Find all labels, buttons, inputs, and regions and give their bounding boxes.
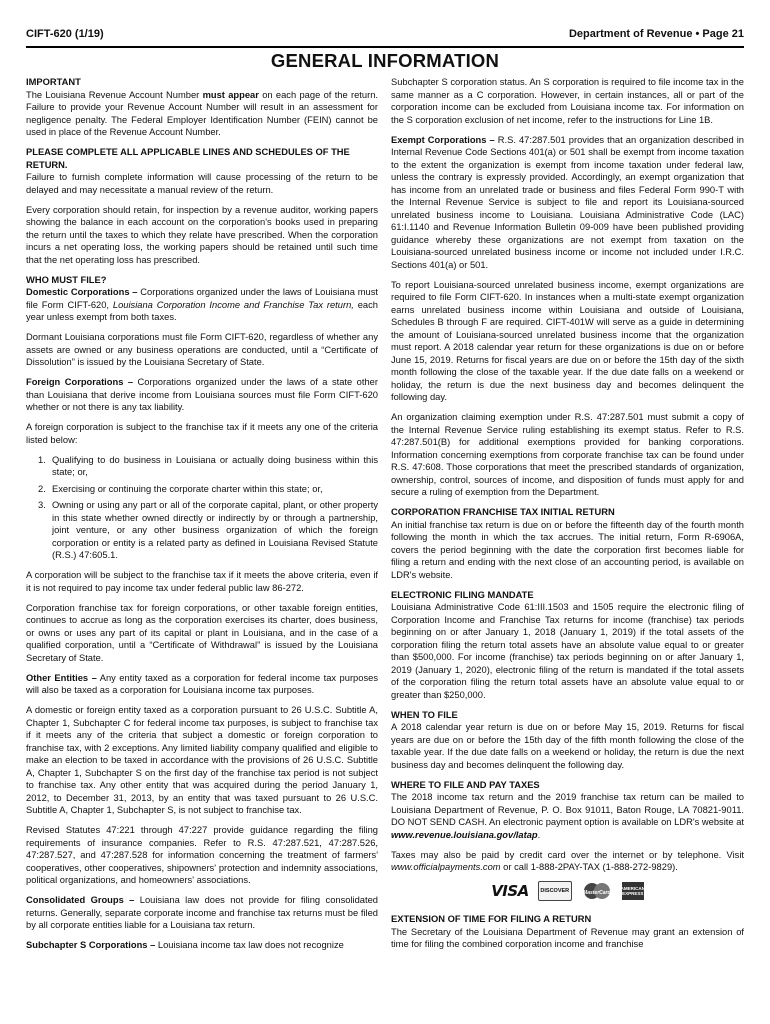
official-payments-link[interactable]: www.officialpayments.com [391,862,501,872]
subchapter-s-label: Subchapter S Corporations – [26,940,156,950]
subchapter-s-paragraph [26,939,378,952]
list-item [26,483,378,496]
report-unrelated-income-paragraph: To report Louisiana-sourced unrelated business income, exempt organizations are required to file Form CIFT-620. In instances when a multi-state exempt organization earns unrelated business income within Louisiana and outside of Louisiana, Schedules B through F are required. CIFT-401W will serve as a guide in determining the amount of Louisiana-sourced unrelated business income that the organization must report. A 2018 calendar year return for these organizations is due on or before June 15, 2019. Returns for fiscal years are due on or before the 15th day of the sixth month following the close of the taxable year. If the due date falls on a weekend or holiday, the return is due the next business day and becomes delinquent the following day. [391,279,744,402]
consolidated-label: Consolidated Groups – [26,895,135,905]
exempt-corporations-paragraph [391,134,744,272]
federal-law-paragraph: A corporation will be subject to the franchise tax if it meets the above criteria, even if it is not required to pay income tax under federal public law 86-272. [26,570,378,593]
important-emphasis: must appear [202,89,259,100]
important-text-start: The Louisiana Revenue Account Number [26,89,203,100]
list-number: 3. [38,500,46,510]
important-text-end: on each page of the return. Failure to provide your Revenue Account Number will result in an assessment for negligence penalty. The Federal Employer Identification Number (FEIN) cannot be used in place of the Revenue Account Number. [26,89,379,137]
initial-return-paragraph: An initial franchise tax return is due on or before the fifteenth day of the fourth month following the month in which the tax accrues. The initial return, Form R-6906A, covers the period beginning with the date the corporation first becomes liable for filing a return and ending with the next close of an accounting period, is available on LDR's website. [391,519,744,580]
where-to-file-paragraph [391,791,744,841]
initial-return-heading: CORPORATION FRANCHISE TAX INITIAL RETURN [391,507,615,517]
where-to-file-heading: WHERE TO FILE AND PAY TAXES [391,779,540,790]
who-must-file-heading: WHO MUST FILE? [26,274,107,285]
page-header [26,26,744,48]
card-text-end: or call 1-888-2PAY-TAX (1-888-272-9829). [500,862,678,872]
list-text: Owning or using any part or all of the corporate capital, plant, or other property in this state whether owned directly or indirectly by or through a partnership, joint venture, or any other business organization of which the foreign corporation or entity is a related party as defined in Louisiana Revised Statute (R.S.) 47:605.1. [52,500,378,560]
extension-paragraph: The Secretary of the Louisiana Department of Revenue may grant an extension of time for filing the combined corporation income and franchise [391,926,744,949]
electronic-filing-heading: ELECTRONIC FILING MANDATE [391,589,534,600]
mastercard-logo [581,882,613,900]
form-id: CIFT-620 (1/19) [26,28,104,40]
domestic-label: Domestic Corporations – [26,287,138,297]
domestic-text-end: each year unless exempt from both taxes. [26,299,378,322]
foreign-corporations-paragraph [26,376,378,414]
where-text-end: . [537,829,541,840]
other-entities-paragraph [26,672,378,697]
foreign-text: Corporations organized under the laws of a state other than Louisiana that derive income from Louisiana sources must file Form CIFT-620 whether or not there is any tax liability. [26,377,378,412]
franchise-criteria-intro: A foreign corporation is subject to the franchise tax if it meets any one of the criteria listed below: [26,422,378,445]
criteria-list [26,454,378,562]
when-to-file-paragraph: A 2018 calendar year return is due on or before May 15, 2019. Returns for fiscal years are due on or before the 15th day of the fifth month following the close of the taxable year. If the due date falls on a weekend or holiday, the return is due the next business day and becomes delinquent the following day. [391,722,744,770]
list-text: Exercising or continuing the corporate charter within this state; or, [52,483,323,494]
subchapter-s-continued: Subchapter S corporation status. An S corporation is required to file income tax in the same manner as a C corporation. However, in certain instances, all or part of the corporation income can be excluded from Louisiana income tax. For information on the S corporation exclusion of net income, refer to the instructions for Line 1B. [391,77,744,125]
latap-link[interactable]: www.revenue.louisiana.gov/latap [391,829,538,840]
list-text: Qualifying to do business in Louisiana or actually doing business within this state; or, [52,454,378,477]
when-to-file-heading: WHEN TO FILE [391,709,458,720]
credit-card-logos [391,881,744,901]
franchise-accrual-paragraph: Corporation franchise tax for foreign corporations, or other taxable foreign entities, continues to accrue as long as the corporation exercises its charter, does business, or owns or uses any part of its capital or plant in Louisiana, and in the case of a qualified corporation, until a “Certificate of Withdrawal” is issued by the Louisiana Secretary of State. [26,602,378,663]
right-column [391,76,744,958]
domestic-corporations-paragraph [26,286,378,324]
retain-records-paragraph: Every corporation should retain, for inspection by a revenue auditor, working papers showing the balance in each account on the corporation's books used in preparing the return until the taxes to which they relate have prescribed. When the corporation incurs a net operating loss, the working papers should be retained until such time that the net operating loss has prescribed. [26,204,378,265]
exempt-label: Exempt Corporations – [391,134,495,145]
list-item [26,499,378,562]
claiming-exemption-paragraph: An organization claiming exemption under R.S. 47:287.501 must submit a copy of the Internal Revenue Service ruling establishing its exempt status. Refer to R.S. 47:287.501(B) for additional exemptions provided for banking corporations. Information concerning exemptions from corporate franchise tax can be found under R.S. 47:608. Those corporations that meet the prescribed standards of organization, ownership, control, sources of income, and disposition of funds must apply for and secure a ruling of exemption from the Department. [391,412,744,497]
department-page-number: Department of Revenue • Page 21 [568,28,744,40]
dormant-paragraph: Dormant Louisiana corporations must file Form CIFT-620, regardless of whether any assets are owned or any business operations are conducted, until a “Certificate of Dissolution” is issued by the Louisiana Secretary of State. [26,332,378,367]
list-number: 2. [38,483,46,494]
other-entities-label: Other Entities – [26,672,97,683]
consolidated-groups-paragraph [26,894,378,932]
list-number: 1. [38,454,46,465]
important-paragraph [26,89,378,139]
left-column [26,76,378,959]
domestic-foreign-entity-paragraph: A domestic or foreign entity taxed as a corporation pursuant to 26 U.S.C. Subtitle A, Chapter 1, Subchapter C for federal income tax purposes, is subject to franchise tax if it meets any of the criteria that subject a domestic or foreign corporation to franchise tax, with 2 exceptions. Any limited liability company qualified and eligible to make an election to be taxed in accordance with the provisions of 26 U.S.C. Subtitle A, Chapter 1, Subchapter S on the first day of the franchise tax period is not subject to franchise tax. Any other entity that was acquired during the period January 1, 2012, to December 31, 2013, by an entity that was taxed pursuant to 26 U.S.C. Subtitle A, Chapter 1, Subchapter S, is not subject to franchise tax. [26,705,378,815]
exempt-text: R.S. 47:287.501 provides that an organization described in Internal Revenue Code Sections 401(a) or 501 shall be exempt from income taxation to the extent the organization is exempt from income taxation under federal law, unless the contrary is expressly provided. Accordingly, an exempt organization that has income from an unrelated trade or business and files Federal Form 990-T with the Internal Revenue Service is subject to file and report its Louisiana-sourced unrelated business income to Louisiana. Louisiana Administrative Code (LAC) 61:I.1140 and Revenue Information Bulletin 09-009 have been published providing guidance whereby these organizations are not exempt from taxation on the Louisiana-sourced unrelated business income or income not included under I.R.C. Sections 401(a) or 501. [391,134,744,270]
revised-statutes-paragraph: Revised Statutes 47:221 through 47:227 provide guidance regarding the filing requirements of insurance companies. Refer to R.S. 47:287.521, 47:287.526, 47:287.527, and 47:287.528 for information concerning the treatment of farmers' cooperatives, other cooperatives, shipowners' protection and indemnity associations, political organizations, and homeowners' associations. [26,825,378,885]
where-text: The 2018 income tax return and the 2019 franchise tax return can be mailed to Louisiana Department of Revenue, P. O. Box 91011, Baton Rouge, LA 70821-9011. DO NOT SEND CASH. An electronic payment option is available on LDR's website at [391,792,744,827]
extension-heading: EXTENSION OF TIME FOR FILING A RETURN [391,914,592,924]
page-title: GENERAL INFORMATION [270,50,500,71]
consolidated-text: Louisiana law does not provide for filing consolidated returns. Generally, separate corporate income and franchise tax returns must be filed by all corporate entities liable for a Louisiana tax return. [26,895,378,930]
list-item [26,454,378,479]
important-heading: IMPORTANT [26,77,81,87]
domestic-text-start: Corporations organized under the laws of Louisiana must file Form CIFT-620, [26,287,378,310]
complete-lines-heading: PLEASE COMPLETE ALL APPLICABLE LINES AND SCHEDULES OF THE RETURN. [26,147,350,170]
mastercard-text: MasterCard [583,890,611,896]
amex-logo: AMERICAN EXPRESS [622,882,644,900]
foreign-label: Foreign Corporations – [26,377,134,387]
other-entities-text: Any entity taxed as a corporation for federal income tax purposes will also be taxed as a corporation for Louisiana income tax purposes. [26,672,378,695]
visa-logo: VISA [491,881,529,900]
complete-lines-paragraph: Failure to furnish complete information will cause processing of the return to be delayed and may necessitate a manual review of the return. [26,172,378,195]
form-title-italic: Louisiana Corporation Income and Franchise Tax return, [112,299,354,310]
electronic-filing-paragraph: Louisiana Administrative Code 61:III.1503 and 1505 require the electronic filing of Corporation Income and Franchise Tax returns for income (franchise) tax periods beginning on or after January 1, 2018 (January 1, 2019) if the total assets of the corporation filing the return total assets have an absolute value equal to or greater than $500,000. For income (franchise) tax periods beginning on or after January 1, 2019 (January 1, 2020), electronic filing of the return is mandated if the total assets of the corporation filing the return total assets have an absolute value equal to or greater than $250,000. [391,602,744,700]
credit-card-paragraph [391,849,744,874]
discover-logo: DISCOVER [538,881,572,901]
subchapter-s-text: Louisiana income tax law does not recognize [155,940,344,950]
card-text: Taxes may also be paid by credit card over the internet or by telephone. Visit [391,849,744,860]
